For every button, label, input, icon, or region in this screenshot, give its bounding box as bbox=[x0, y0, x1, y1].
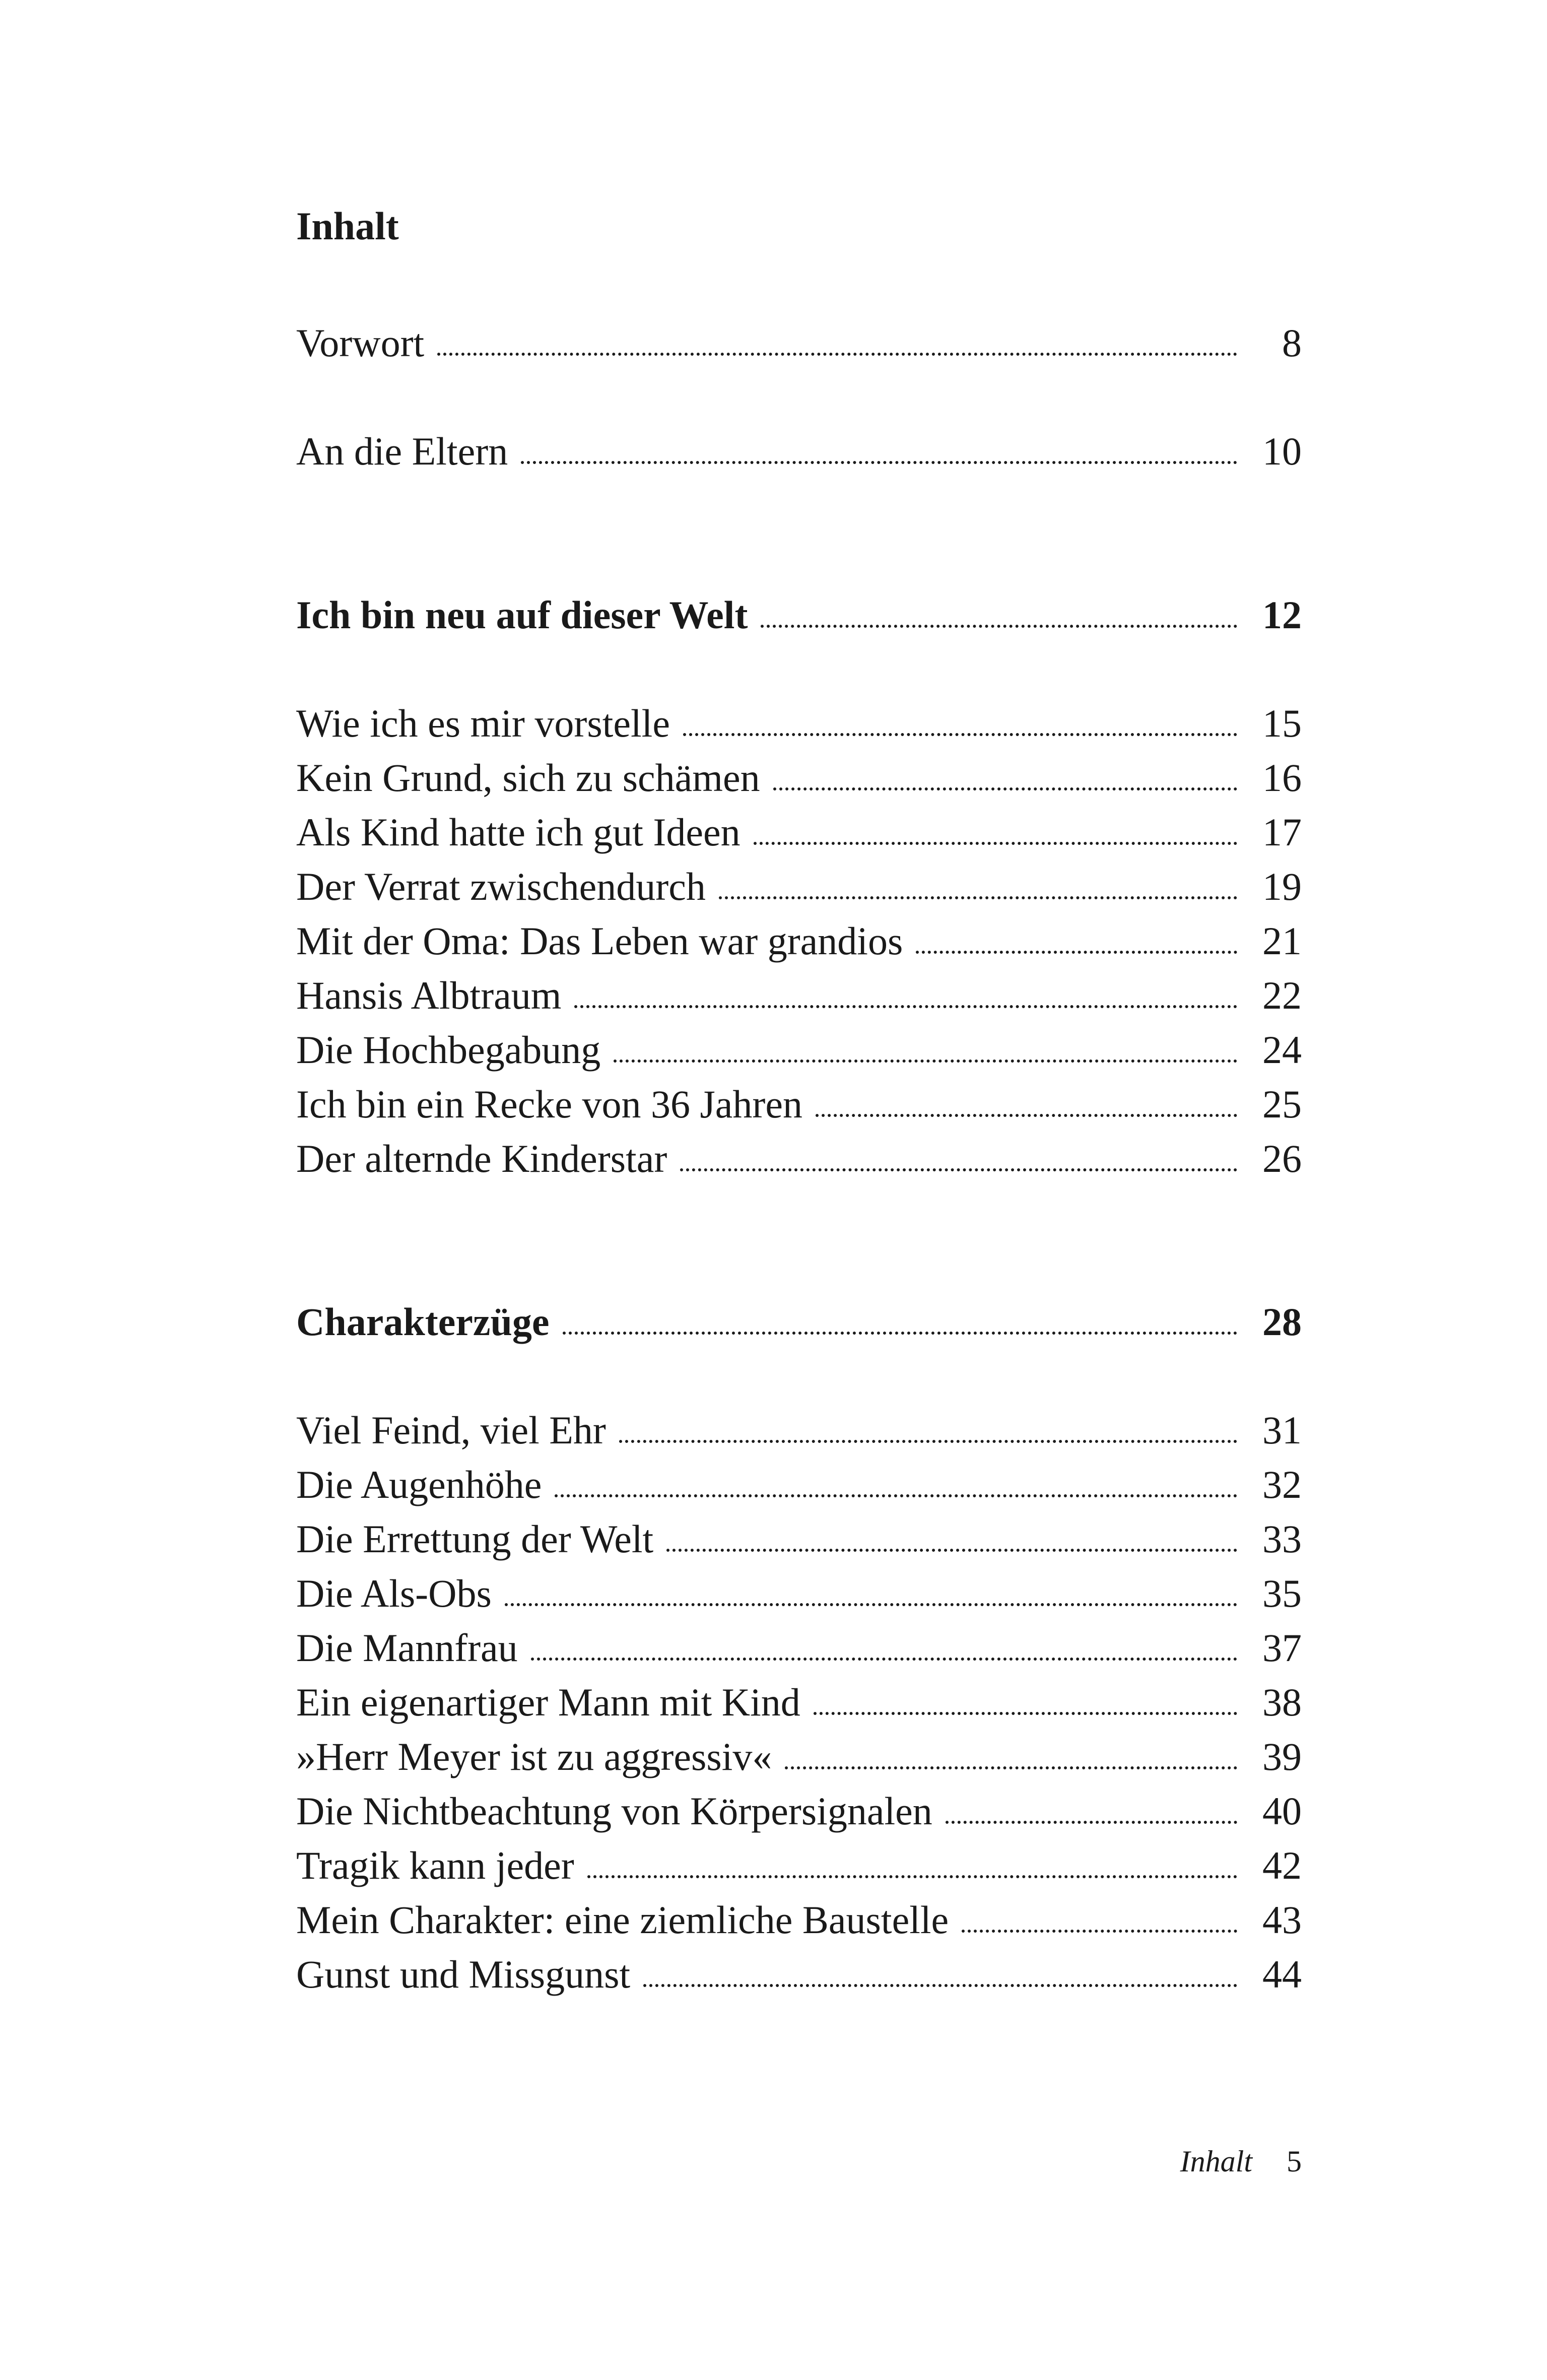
toc-front-matter-2 bbox=[296, 417, 1302, 471]
toc-entry bbox=[296, 1070, 1302, 1124]
toc-entry-page: 35 bbox=[1262, 1571, 1302, 1615]
toc-entry-page: 19 bbox=[1262, 865, 1302, 908]
toc-entry-page: 32 bbox=[1262, 1463, 1302, 1506]
toc-entry bbox=[296, 1722, 1302, 1776]
toc-entry-page: 10 bbox=[1262, 429, 1302, 473]
toc-entry-title: Die Errettung der Welt bbox=[296, 1517, 654, 1561]
dot-leader bbox=[521, 460, 1237, 464]
toc-entry-title: An die Eltern bbox=[296, 429, 508, 473]
toc-entry-page: 25 bbox=[1262, 1082, 1302, 1126]
toc-section-2-heading bbox=[296, 1287, 1302, 1342]
toc-entry-title: Mit der Oma: Das Leben war grandios bbox=[296, 919, 903, 963]
toc-entry-title: Gunst und Missgunst bbox=[296, 1952, 631, 1996]
toc-entry-page: 33 bbox=[1262, 1517, 1302, 1561]
toc-entry bbox=[296, 417, 1302, 471]
toc-entry bbox=[296, 1450, 1302, 1504]
toc-section-entry bbox=[296, 580, 1302, 635]
dot-leader bbox=[946, 1820, 1237, 1824]
page-number: 5 bbox=[1287, 2145, 1302, 2178]
toc-entry-page: 22 bbox=[1262, 973, 1302, 1017]
toc-entry-page: 16 bbox=[1262, 756, 1302, 800]
dot-leader bbox=[754, 841, 1237, 845]
dot-leader bbox=[680, 1168, 1237, 1171]
running-head: Inhalt bbox=[1180, 2145, 1252, 2178]
toc-entry bbox=[296, 1668, 1302, 1722]
dot-leader bbox=[643, 1984, 1237, 1987]
toc-entry bbox=[296, 308, 1302, 363]
toc-front-matter bbox=[296, 308, 1302, 363]
toc-entry-title: Der alternde Kinderstar bbox=[296, 1137, 667, 1180]
dot-leader bbox=[587, 1875, 1237, 1878]
dot-leader bbox=[816, 1113, 1237, 1117]
toc-entry-page: 26 bbox=[1262, 1137, 1302, 1180]
dot-leader bbox=[761, 624, 1237, 628]
toc-entry-title: Hansis Albtraum bbox=[296, 973, 562, 1017]
toc-entry bbox=[296, 743, 1302, 798]
dot-leader bbox=[719, 896, 1237, 899]
section-title: Ich bin neu auf dieser Welt bbox=[296, 593, 748, 637]
toc-entry bbox=[296, 961, 1302, 1015]
toc-entry bbox=[296, 1504, 1302, 1559]
toc-entry-page: 21 bbox=[1262, 919, 1302, 963]
toc-entry-title: Mein Charakter: eine ziemliche Baustelle bbox=[296, 1898, 949, 1942]
section-title: Charakterzüge bbox=[296, 1300, 550, 1344]
toc-entry-title: Ich bin ein Recke von 36 Jahren bbox=[296, 1082, 803, 1126]
dot-leader bbox=[683, 733, 1237, 736]
toc-entry-page: 31 bbox=[1262, 1408, 1302, 1452]
page-title: Inhalt bbox=[296, 204, 399, 248]
toc-entry-title: Die Nichtbeachtung von Körpersignalen bbox=[296, 1789, 932, 1833]
toc-section-1-heading bbox=[296, 580, 1302, 635]
section-page: 28 bbox=[1262, 1300, 1302, 1344]
toc-entry-title: Die Hochbegabung bbox=[296, 1028, 601, 1072]
toc-entry-page: 42 bbox=[1262, 1843, 1302, 1887]
dot-leader bbox=[437, 352, 1237, 356]
toc-entry-page: 39 bbox=[1262, 1735, 1302, 1778]
toc-entry-page: 17 bbox=[1262, 810, 1302, 854]
toc-entry-title: Viel Feind, viel Ehr bbox=[296, 1408, 606, 1452]
dot-leader bbox=[916, 950, 1237, 954]
toc-entry-title: »Herr Meyer ist zu aggressiv« bbox=[296, 1735, 772, 1778]
toc-entry-title: Die Mannfrau bbox=[296, 1626, 518, 1670]
dot-leader bbox=[505, 1603, 1237, 1606]
toc-entry-page: 44 bbox=[1262, 1952, 1302, 1996]
toc-entry-page: 37 bbox=[1262, 1626, 1302, 1670]
toc-entry-title: Als Kind hatte ich gut Ideen bbox=[296, 810, 741, 854]
dot-leader bbox=[531, 1657, 1237, 1661]
dot-leader bbox=[555, 1494, 1237, 1497]
toc-entry bbox=[296, 1124, 1302, 1178]
toc-entry-title: Wie ich es mir vorstelle bbox=[296, 701, 670, 745]
toc-entry-title: Tragik kann jeder bbox=[296, 1843, 574, 1887]
toc-entry-page: 38 bbox=[1262, 1680, 1302, 1724]
dot-leader bbox=[619, 1439, 1237, 1443]
toc-section-2-entries bbox=[296, 1396, 1302, 1994]
toc-section-1-entries bbox=[296, 689, 1302, 1178]
toc-entry bbox=[296, 798, 1302, 852]
toc-entry bbox=[296, 852, 1302, 906]
toc-entry bbox=[296, 1831, 1302, 1885]
page-footer bbox=[1180, 2146, 1302, 2176]
section-page: 12 bbox=[1262, 593, 1302, 637]
toc-entry bbox=[296, 1613, 1302, 1668]
toc-entry-page: 24 bbox=[1262, 1028, 1302, 1072]
toc-entry bbox=[296, 1559, 1302, 1613]
toc-entry-page: 15 bbox=[1262, 701, 1302, 745]
toc-entry-page: 40 bbox=[1262, 1789, 1302, 1833]
toc-entry-title: Der Verrat zwischendurch bbox=[296, 865, 706, 908]
toc-entry bbox=[296, 1940, 1302, 1994]
toc-entry-title: Kein Grund, sich zu schämen bbox=[296, 756, 760, 800]
toc-entry-title: Die Als-Obs bbox=[296, 1571, 492, 1615]
dot-leader bbox=[666, 1548, 1237, 1552]
dot-leader bbox=[814, 1711, 1237, 1715]
toc-entry bbox=[296, 1396, 1302, 1450]
toc-entry-page: 8 bbox=[1282, 321, 1302, 365]
toc-entry bbox=[296, 1776, 1302, 1831]
dot-leader bbox=[785, 1766, 1237, 1769]
toc-entry-page: 43 bbox=[1262, 1898, 1302, 1942]
toc-entry-title: Die Augenhöhe bbox=[296, 1463, 542, 1506]
dot-leader bbox=[773, 787, 1237, 790]
toc-entry-title: Ein eigenartiger Mann mit Kind bbox=[296, 1680, 800, 1724]
toc-entry bbox=[296, 1885, 1302, 1940]
dot-leader bbox=[962, 1929, 1237, 1933]
toc-entry-title: Vorwort bbox=[296, 321, 425, 365]
dot-leader bbox=[574, 1005, 1237, 1008]
toc-entry bbox=[296, 689, 1302, 743]
dot-leader bbox=[614, 1059, 1237, 1063]
toc-entry bbox=[296, 906, 1302, 961]
toc-section-entry bbox=[296, 1287, 1302, 1342]
dot-leader bbox=[563, 1331, 1237, 1335]
toc-entry bbox=[296, 1015, 1302, 1070]
